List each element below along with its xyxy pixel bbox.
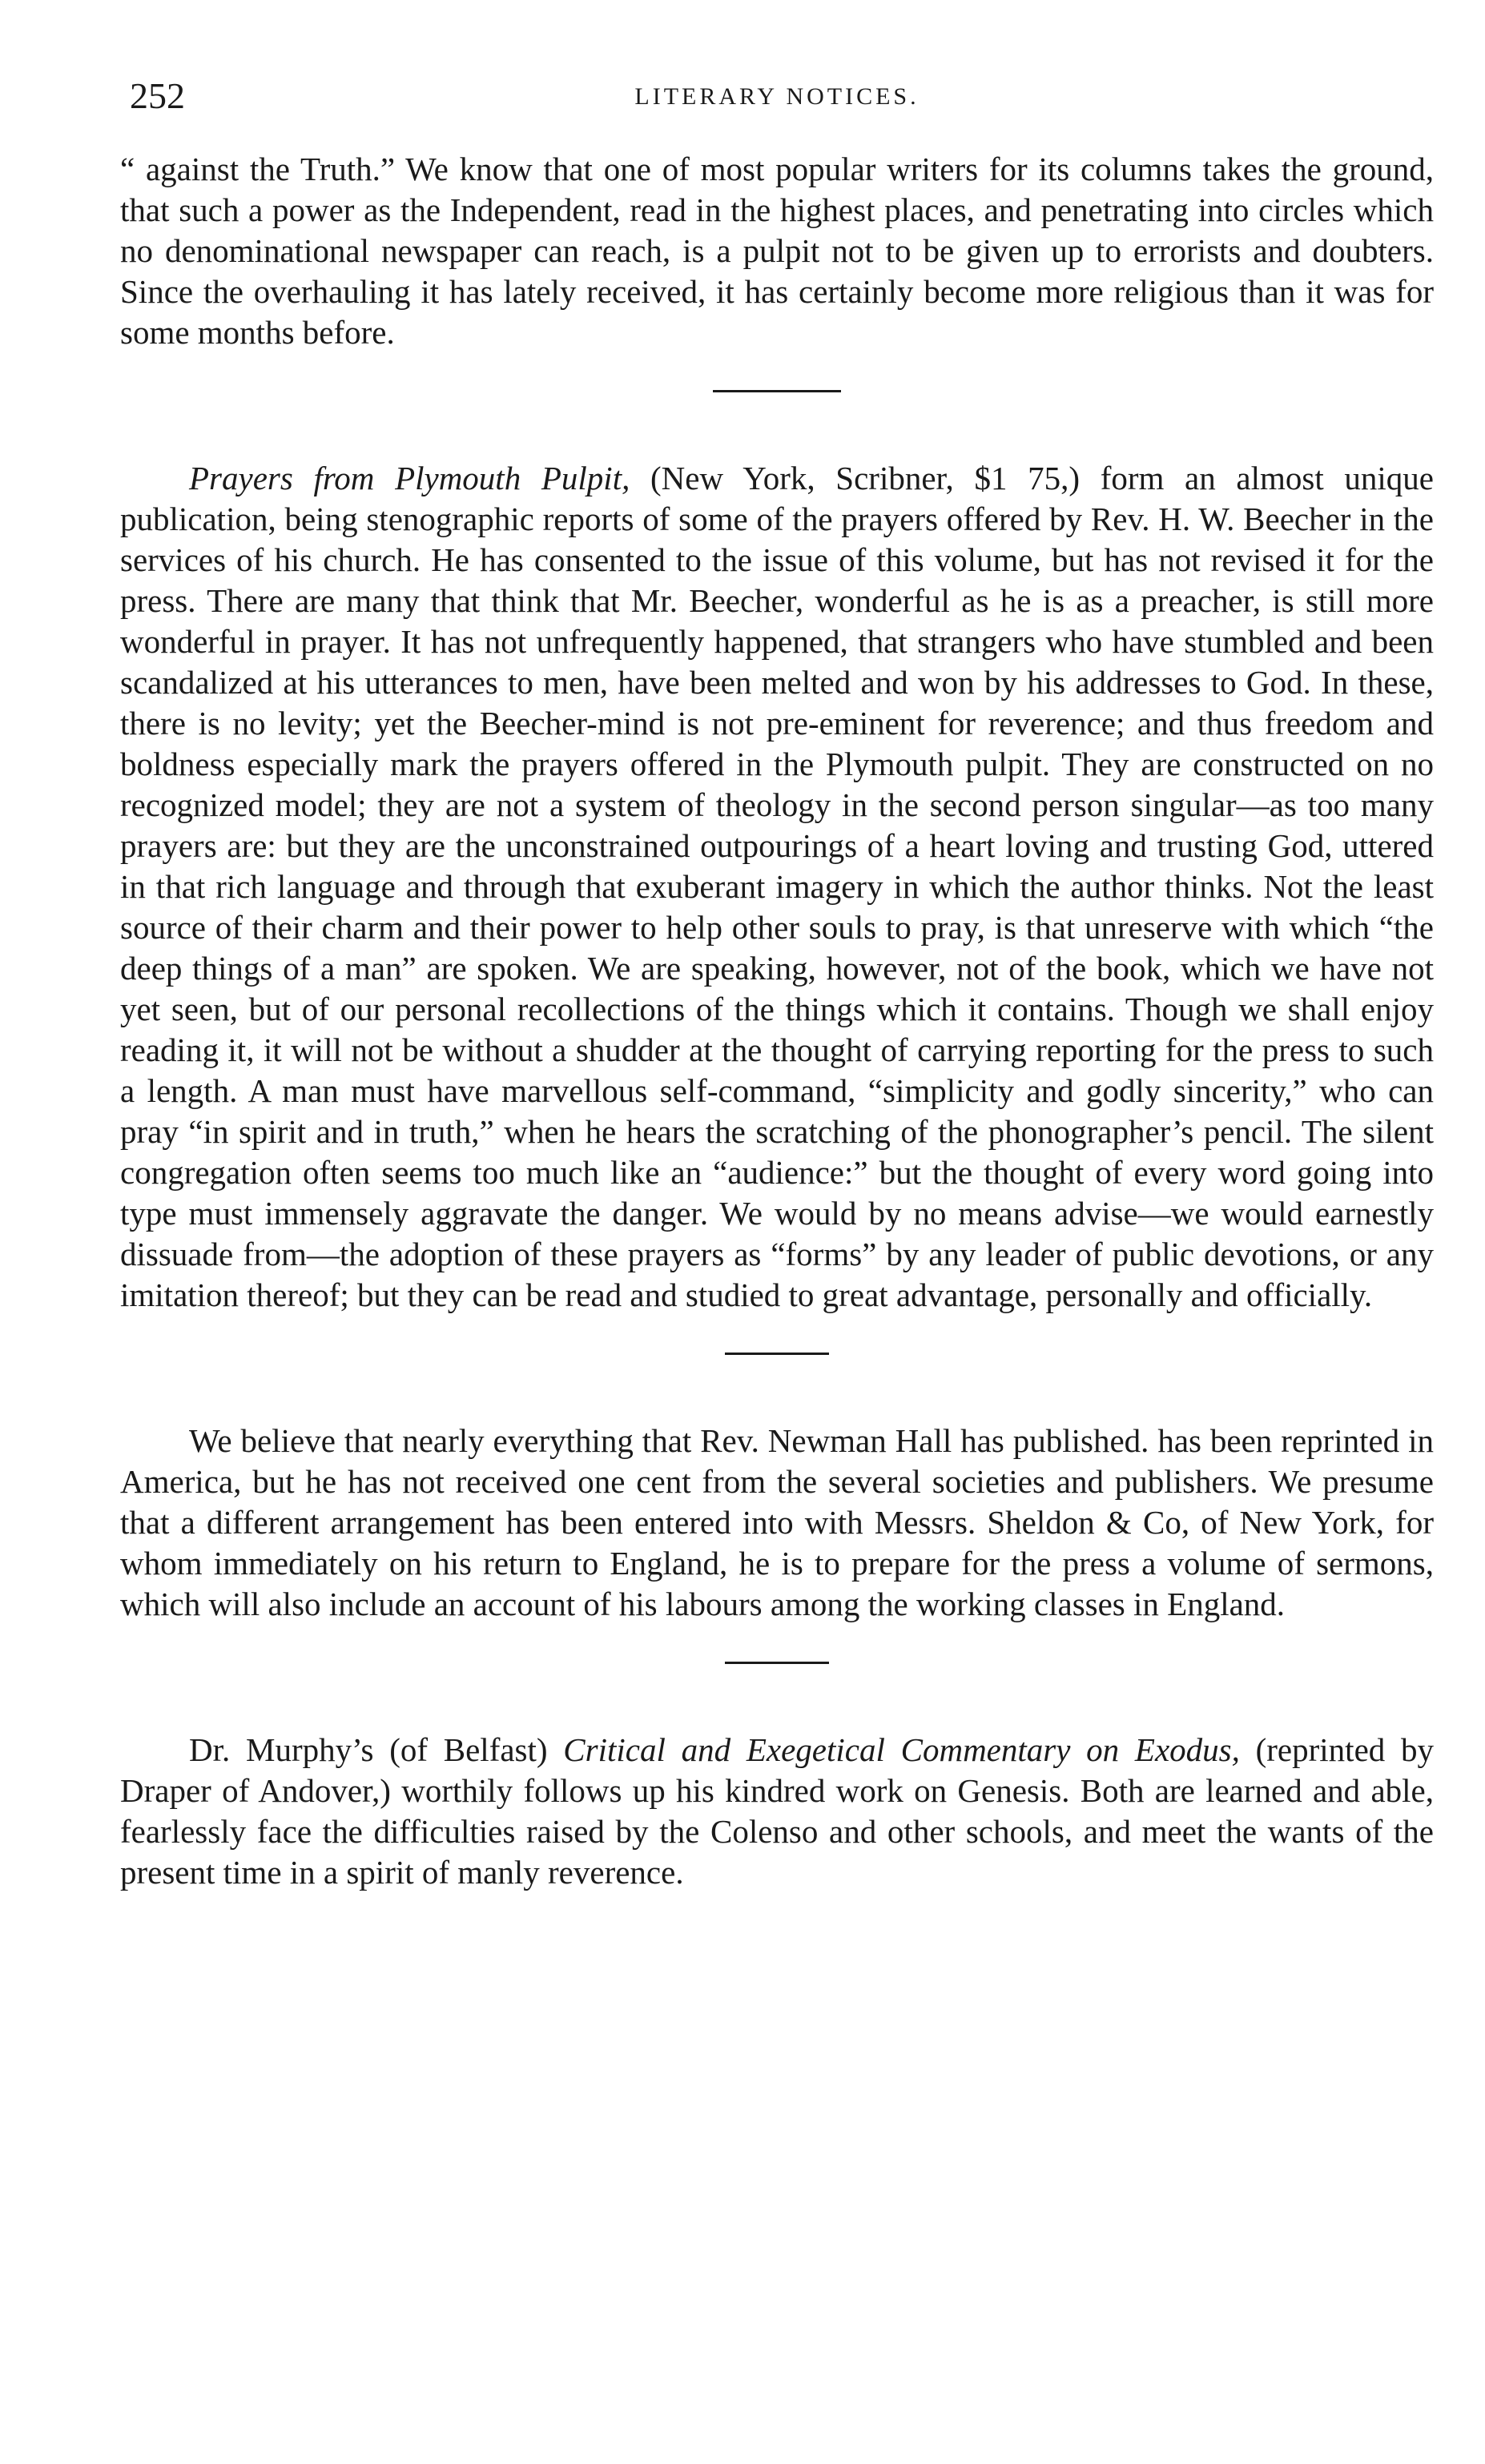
- paragraph-text: We believe that nearly everything that Rev. Newman Hall has published. has been reprinted in America, but he has not received one cent from the several societies and publishers. We presume that a different arrangement has been entered into with Messrs. Sheldon & Co, of New York, for whom immediately on his return to England, he is to prepare for the press a volume of sermons, which will also include an account of his labours among the working classes in England.: [120, 1422, 1434, 1622]
- section-separator: [725, 1662, 829, 1664]
- page-number: 252: [130, 75, 185, 116]
- running-head: [120, 72, 1434, 120]
- document-page: [120, 72, 1434, 1893]
- paragraph-text: (reprinted by Draper of Andover,) worthily follows up his kindred work on Genesis. Both are learned and able, fearlessly face the difficulties raised by the Colenso and other schools, and meet the wants of the present time in a spirit of manly reverence.: [120, 1731, 1435, 1891]
- header-title: LITERARY NOTICES.: [634, 83, 920, 110]
- paragraph-murphy-commentary: [120, 1730, 1434, 1893]
- section-separator: [713, 390, 841, 392]
- book-title: Prayers from Plymouth Pulpit,: [189, 460, 630, 496]
- paragraph-plymouth-prayers: [120, 458, 1434, 1316]
- section-separator: [725, 1353, 829, 1355]
- book-title: Critical and Exegetical Commentary on Exodus,: [563, 1731, 1240, 1768]
- paragraph-text: “ against the Truth.” We know that one of most popular writers for its columns takes the ground, that such a power as the Independent, read in the highest places, and penetrating into circles which no denominational newspaper can reach, is a pulpit not to be given up to errorists and doubters. Since the overhauling it has lately received, it has certainly become more religious than it was for some months before.: [120, 151, 1434, 351]
- paragraph-independent-note: [120, 149, 1434, 353]
- paragraph-newman-hall: [120, 1421, 1434, 1625]
- paragraph-lead: Dr. Murphy’s (of Belfast): [189, 1731, 548, 1768]
- paragraph-text: (New York, Scribner, $1 75,) form an almost unique publication, being stenographic reports of some of the prayers offered by Rev. H. W. Beecher in the services of his church. He has consented to the issue of this volume, but has not revised it for the press. There are many that think that Mr. Beecher, wonderful as he is as a preacher, is still more wonderful in prayer. It has not unfrequently happened, that strangers who have stumbled and been scandalized at his utterances to men, have been melted and won by his addresses to God. In these, there is no levity; yet the Beecher-mind is not pre-eminent for reverence; and thus freedom and boldness especially mark the prayers offered in the Plymouth pulpit. They are constructed on no recognized model; they are not a system of theology in the second person singular—as too many prayers are: but they are the unconstrained outpourings of a heart loving and trusting God, uttered in that rich language and through that exuberant imagery in which the author thinks. Not the least source of their charm and their power to help other souls to pray, is that unreserve with which “the deep things of a man” are spoken. We are speaking, however, not of the book, which we have not yet seen, but of our personal recollections of the things which it contains. Though we shall enjoy reading it, it will not be without a shudder at the thought of carrying reporting for the press to such a length. A man must have marvellous self-command, “simplicity and godly sincerity,” who can pray “in spirit and in truth,” when he hears the scratching of the phonographer’s pencil. The silent congregation often seems too much like an “audience:” but the thought of every word going into type must immensely aggravate the danger. We would by no means advise—we would earnestly dissuade from—the adoption of these prayers as “forms” by any leader of public devotions, or any imitation thereof; but they can be read and studied to great advantage, personally and officially.: [120, 460, 1435, 1313]
